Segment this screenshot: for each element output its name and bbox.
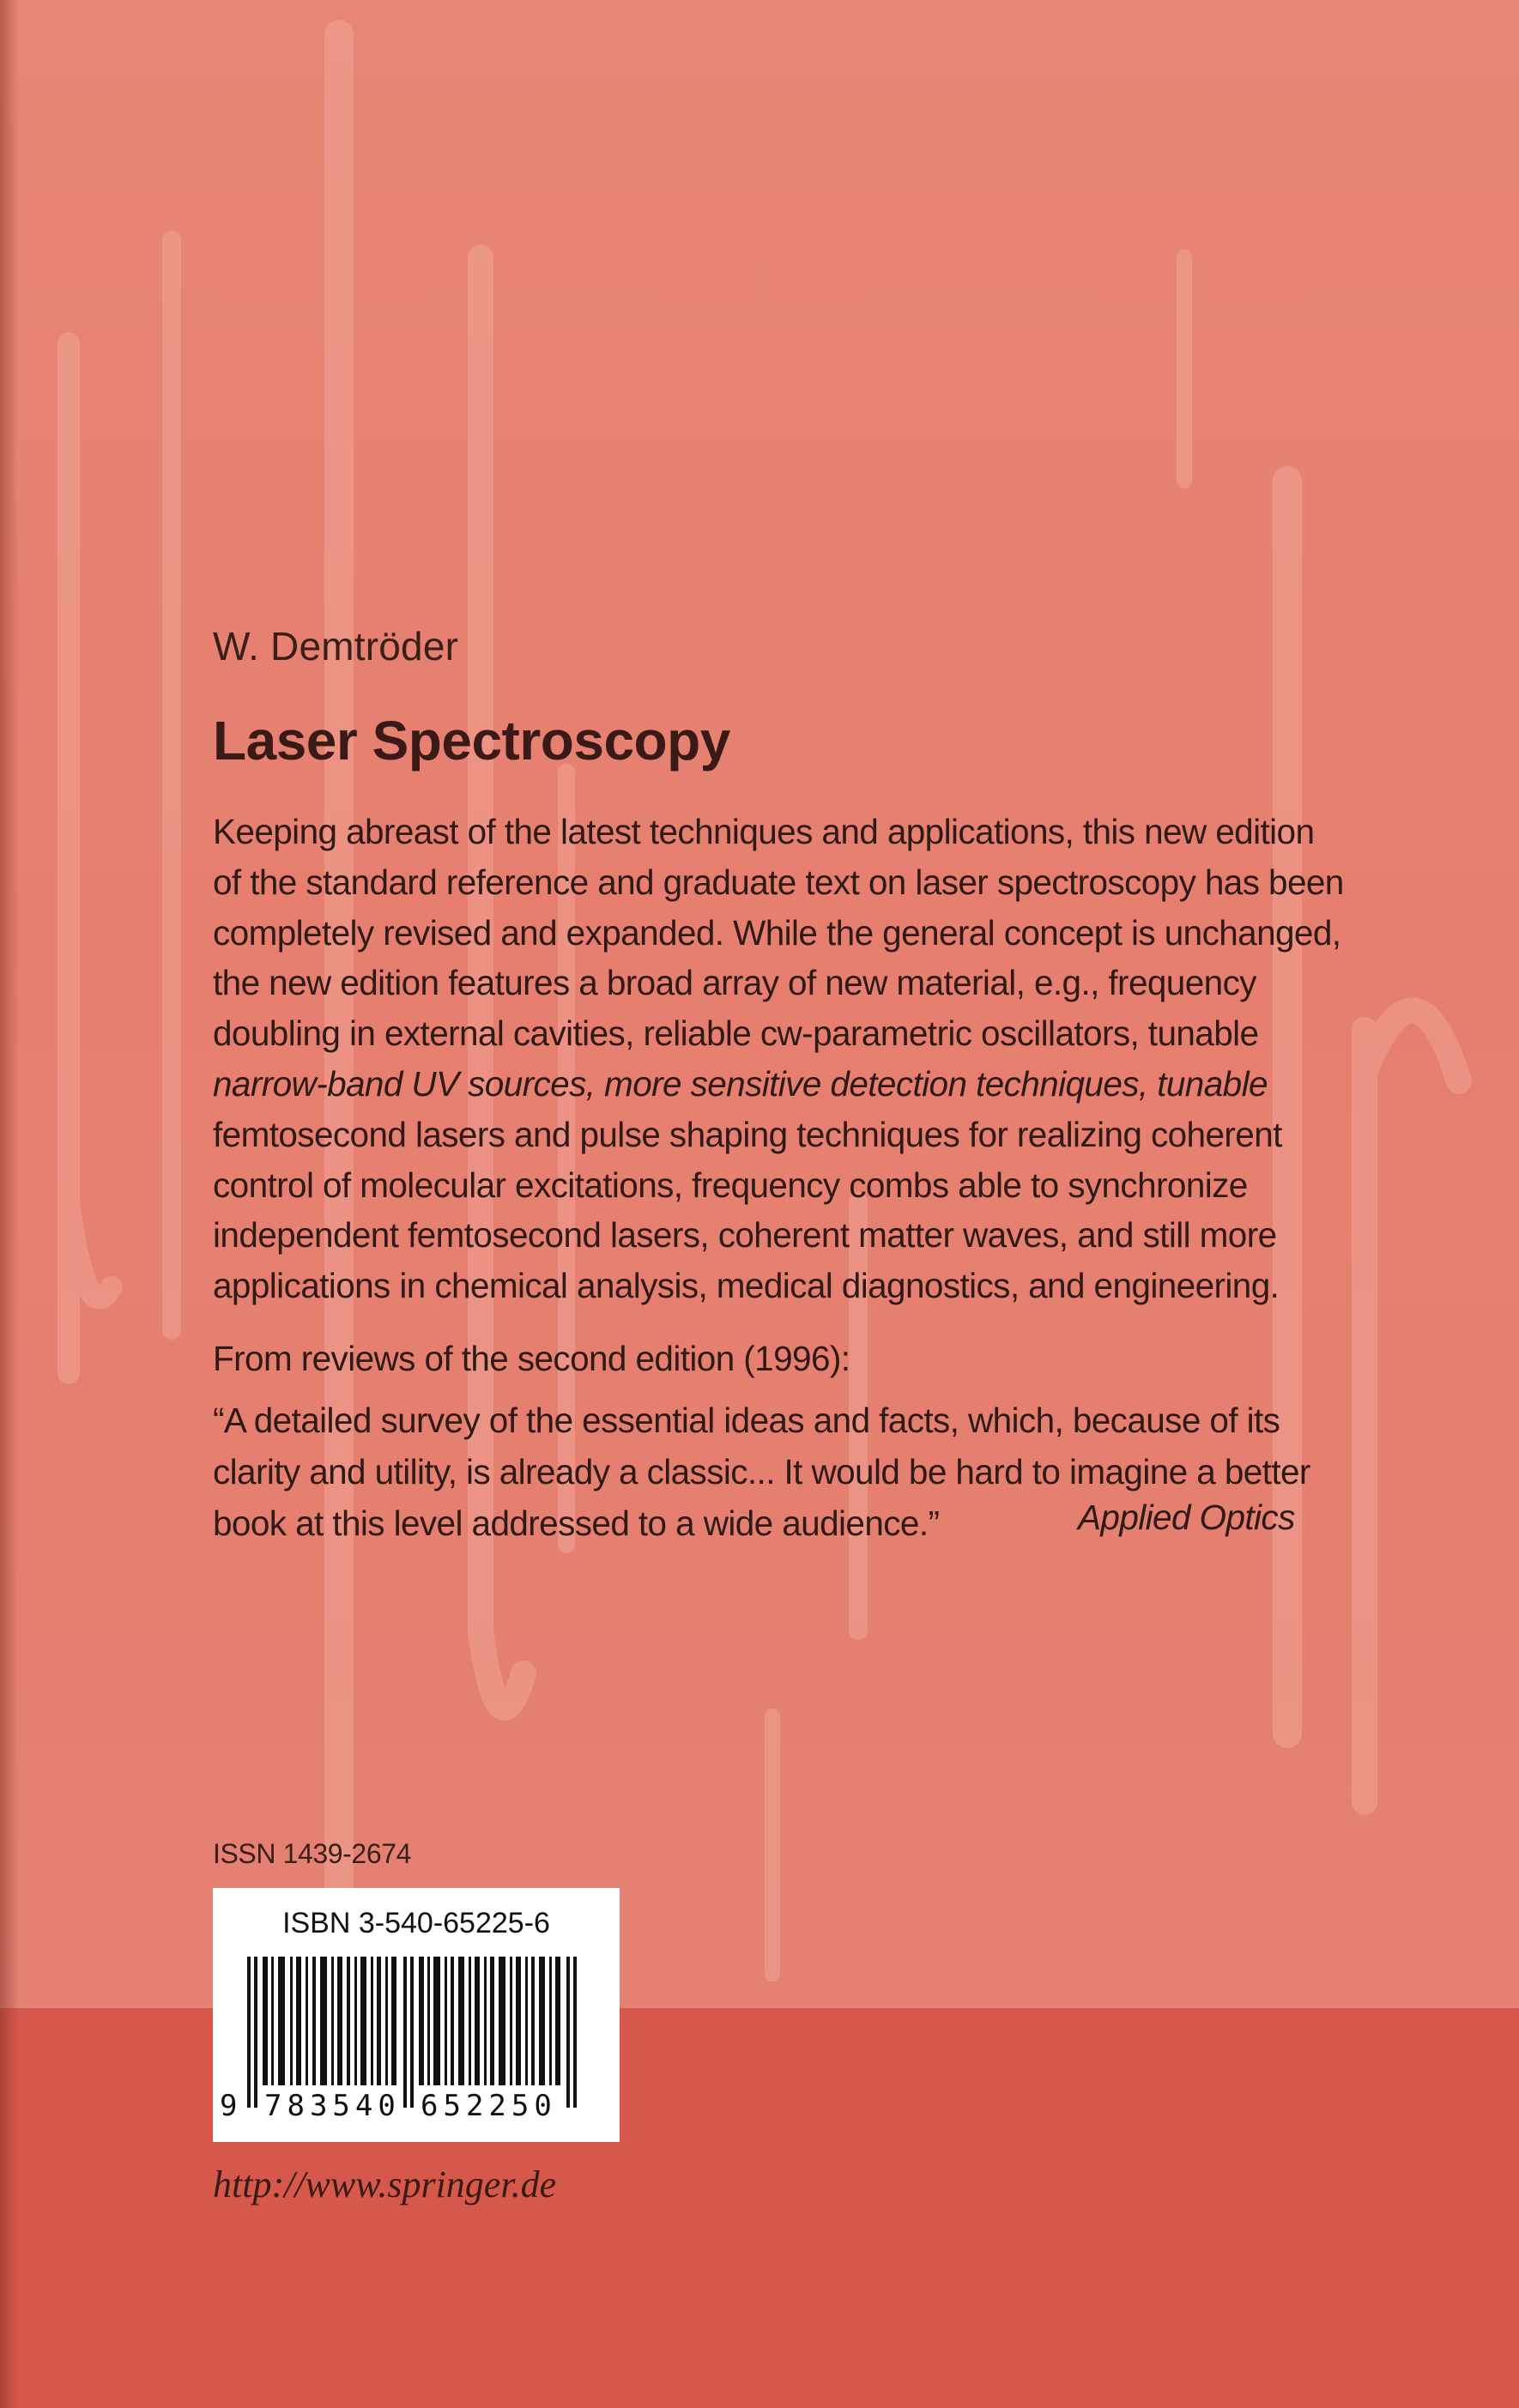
description-line: applications in chemical analysis, medical diagnostics, and engineering. — [213, 1266, 1280, 1306]
barcode-digits-right: 652250 — [421, 2089, 557, 2123]
reviews-heading: From reviews of the second edition (1996): — [213, 1339, 850, 1378]
book-description — [213, 807, 1346, 1311]
description-line: completely revised and expanded. While the general concept is unchanged, — [213, 912, 1341, 953]
author-name: W. Demtröder — [213, 624, 459, 669]
description-line: independent femtosecond lasers, coherent matter waves, and still more — [213, 1215, 1277, 1255]
review-line: book at this level addressed to a wide audience.” — [213, 1503, 940, 1543]
description-line: narrow-band UV sources, more sensitive detection techniques, tunable — [213, 1063, 1268, 1104]
barcode-label — [213, 1888, 620, 2142]
review-line: clarity and utility, is already a classic... It would be hard to imagine a better — [213, 1452, 1310, 1491]
issn-number: ISSN 1439-2674 — [213, 1838, 412, 1869]
description-line: Keeping abreast of the latest techniques and applications, this new edition — [213, 812, 1315, 851]
isbn-number: ISBN 3-540-65225-6 — [282, 1907, 550, 1939]
spine-shadow — [0, 0, 19, 2408]
review-line: “A detailed survey of the essential ideas and facts, which, because of its — [213, 1401, 1280, 1440]
description-line: doubling in external cavities, reliable cw-parametric oscillators, tunable — [213, 1013, 1259, 1054]
barcode-digits-left: 783540 — [264, 2089, 401, 2123]
barcode-digit-prefix: 9 — [220, 2089, 238, 2123]
book-title: Laser Spectroscopy — [213, 710, 730, 771]
description-line: the new edition features a broad array of new material, e.g., frequency — [213, 963, 1256, 1003]
description-line: control of molecular excitations, frequency combs able to synchronize — [213, 1165, 1248, 1205]
review-source: Applied Optics — [1078, 1497, 1295, 1537]
publisher-url[interactable]: http://www.springer.de — [213, 2163, 557, 2205]
description-line: femtosecond lasers and pulse shaping techniques for realizing coherent — [213, 1114, 1282, 1154]
description-line: of the standard reference and graduate text on laser spectroscopy has been — [213, 862, 1344, 902]
